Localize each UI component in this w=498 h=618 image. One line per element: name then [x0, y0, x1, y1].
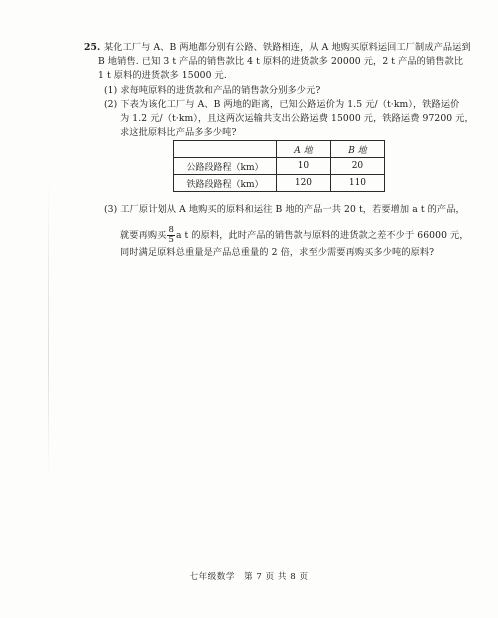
question-intro-line-1: 某化工厂与 A、B 两地都分别有公路、铁路相连，从 A 地购买原料运回工厂制成产品运到	[104, 42, 471, 53]
part-3-line-2-post: a t 的原料，此时产品的销售款与原料的进货款之差不少于 66000 元，	[175, 230, 469, 241]
fraction-denominator: 5	[168, 235, 174, 245]
part-3-line-2-pre: 就要再购买	[120, 230, 167, 241]
row-label-railway: 铁路段路程（km）	[174, 175, 277, 192]
row-label-highway: 公路段路程（km）	[174, 158, 277, 175]
part-3-line-2	[120, 226, 469, 245]
part-2-line-1: (2) 下表为该化工厂与 A、B 两地的距离，已知公路运价为 1.5 元/（t·km），铁路运价	[104, 99, 460, 110]
fraction-eight-fifths	[167, 226, 175, 245]
question-number: 25.	[84, 42, 101, 53]
table-row	[174, 175, 385, 192]
part-1-text: (1) 求每吨原料的进货款和产品的销售款分别多少元?	[104, 85, 321, 96]
cell-highway-b: 20	[330, 158, 384, 175]
question-intro-line-3: 1 t 原料的进货款多 15000 元.	[98, 70, 227, 81]
part-3-line-3: 同时满足原料总重量是产品总重量的 2 倍，求至少需要再购买多少吨的原料?	[120, 247, 435, 258]
table-row	[174, 158, 385, 175]
cell-highway-a: 10	[277, 158, 331, 175]
question-intro-line-2: B 地销售. 已知 3 t 产品的销售款比 4 t 原料的进货款多 20000 元，2 t 产品的销售款比	[98, 56, 464, 67]
part-3-line-1: (3) 工厂原计划从 A 地购买的原料和运往 B 地的产品一共 20 t，若要增加 a t 的产品，	[104, 204, 465, 215]
cell-railway-a: 120	[277, 175, 331, 192]
cell-railway-b: 110	[330, 175, 384, 192]
table-header-b: B 地	[330, 141, 384, 158]
part-2-line-3: 求这批原料比产品多多少吨?	[120, 127, 237, 138]
scan-edge-shadow	[48, 180, 49, 480]
page-footer: 七年级数学 第 7 页 共 8 页	[189, 572, 309, 582]
table-header-a: A 地	[277, 141, 331, 158]
table-header-row	[174, 141, 385, 158]
fraction-numerator: 8	[168, 225, 174, 235]
part-2-line-2: 为 1.2 元/（t·km），且这两次运输共支出公路运费 15000 元，铁路运费 97200 元，	[120, 113, 474, 124]
table-header-empty	[174, 141, 277, 158]
distance-table	[173, 140, 385, 192]
